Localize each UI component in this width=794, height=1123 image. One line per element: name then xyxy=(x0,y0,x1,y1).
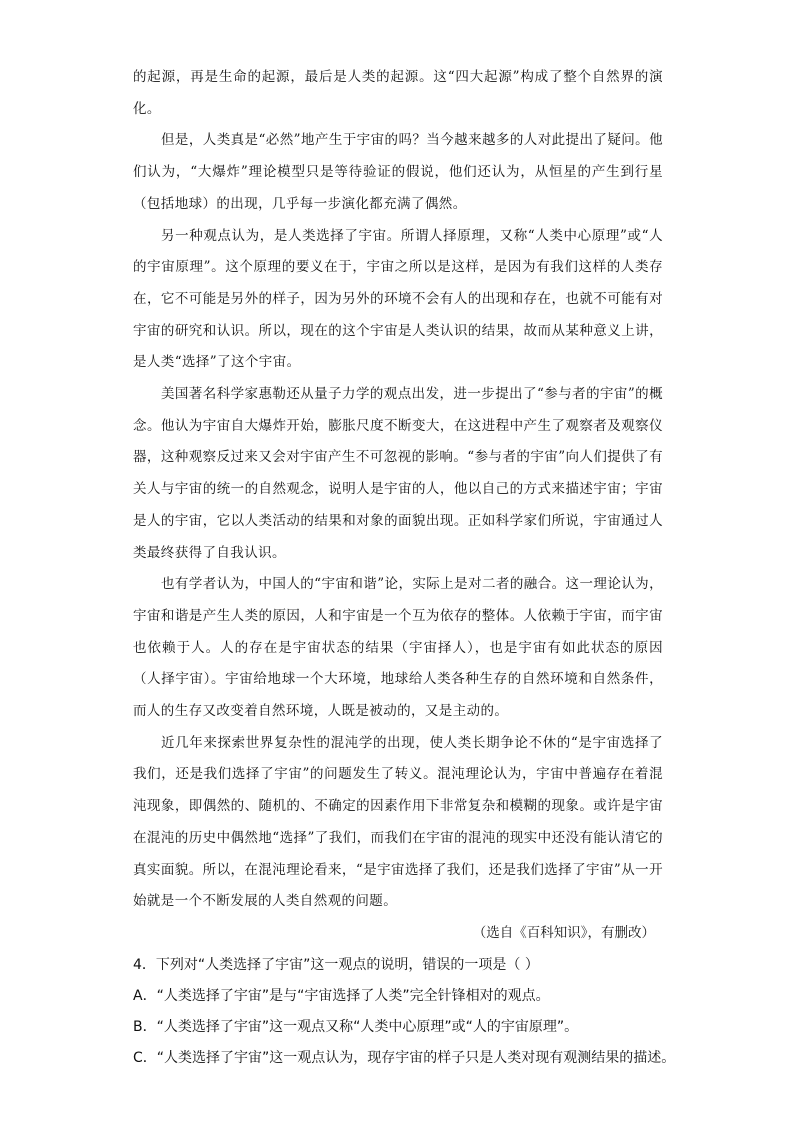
option-b: B．“人类选择了宇宙”这一观点又称“人类中心原理”或“人的宇宙原理”。 xyxy=(133,1018,579,1035)
paragraph-2: 但是，人类真是“必然”地产生于宇宙的吗？当今越来越多的人对此提出了疑问。他们认为，“大爆炸”理论模型只是等待验证的假说，他们还认为，从恒星的产生到行星（包括地球）的出现，几乎每一步演化都充满了偶然。 xyxy=(133,132,663,212)
paragraph-3: 另一种观点认为，是人类选择了宇宙。所谓人择原理，又称“人类中心原理”或“人的宇宙原理”。这个原理的要义在于，宇宙之所以是这样，是因为有我们这样的人类存在，它不可能是另外的样子，因为另外的环境不会有人的出现和存在，也就不可能有对宇宙的研究和认识。所以，现在的这个宇宙是人类认识的结果，故而从某种意义上讲，是人类“选择”了这个宇宙。 xyxy=(133,227,663,371)
paragraph-1: 的起源，再是生命的起源，最后是人类的起源。这“四大起源”构成了整个自然界的演化。 xyxy=(133,69,663,117)
source-note: （选自《百科知识》，有删改） xyxy=(472,924,655,941)
paragraph-6: 近几年来探索世界复杂性的混沌学的出现，使人类长期争论不休的“是宇宙选择了我们，还是我们选择了宇宙”的问题发生了转义。混沌理论认为，宇宙中普遍存在着混沌现象，即偶然的、随机的、不确定的因素作用下非常复杂和模糊的现象。或许是宇宙在混沌的历史中偶然地“选择”了我们，而我们在宇宙的混沌的现实中还没有能认清它的真实面貌。所以，在混沌理论看来，“是宇宙选择了我们，还是我们选择了宇宙”从一开始就是一个不断发展的人类自然观的问题。 xyxy=(133,734,663,910)
question-stem: 4．下列对“人类选择了宇宙”这一观点的说明，错误的一项是（ ） xyxy=(133,956,539,973)
option-c: C．“人类选择了宇宙”这一观点认为，现存宇宙的样子只是人类对现有观测结果的描述。 xyxy=(133,1049,676,1066)
paragraph-4: 美国著名科学家惠勒还从量子力学的观点出发，进一步提出了“参与者的宇宙”的概念。他认为宇宙自大爆炸开始，膨胀尺度不断变大，在这进程中产生了观察者及观察仪器，这种观察反过来又会对宇宙产生不可忽视的影响。“参与者的宇宙”向人们提供了有关人与宇宙的统一的自然观念，说明人是宇宙的人，他以自己的方式来描述宇宙；宇宙是人的宇宙，它以人类活动的结果和对象的面貌出现。正如科学家们所说，宇宙通过人类最终获得了自我认识。 xyxy=(133,386,663,561)
paragraph-5: 也有学者认为，中国人的“宇宙和谐”论，实际上是对二者的融合。这一理论认为，宇宙和谐是产生人类的原因，人和宇宙是一个互为依存的整体。人依赖于宇宙，而宇宙也依赖于人。人的存在是宇宙状态的结果（宇宙择人），也是宇宙有如此状态的原因（人择宇宙）。宇宙给地球一个大环境，地球给人类各种生存的自然环境和自然条件，而人的生存又改变着自然环境，人既是被动的，又是主动的。 xyxy=(133,576,663,720)
option-a: A．“人类选择了宇宙”是与“宇宙选择了人类”完全针锋相对的观点。 xyxy=(133,987,550,1004)
article-body xyxy=(133,62,676,1074)
